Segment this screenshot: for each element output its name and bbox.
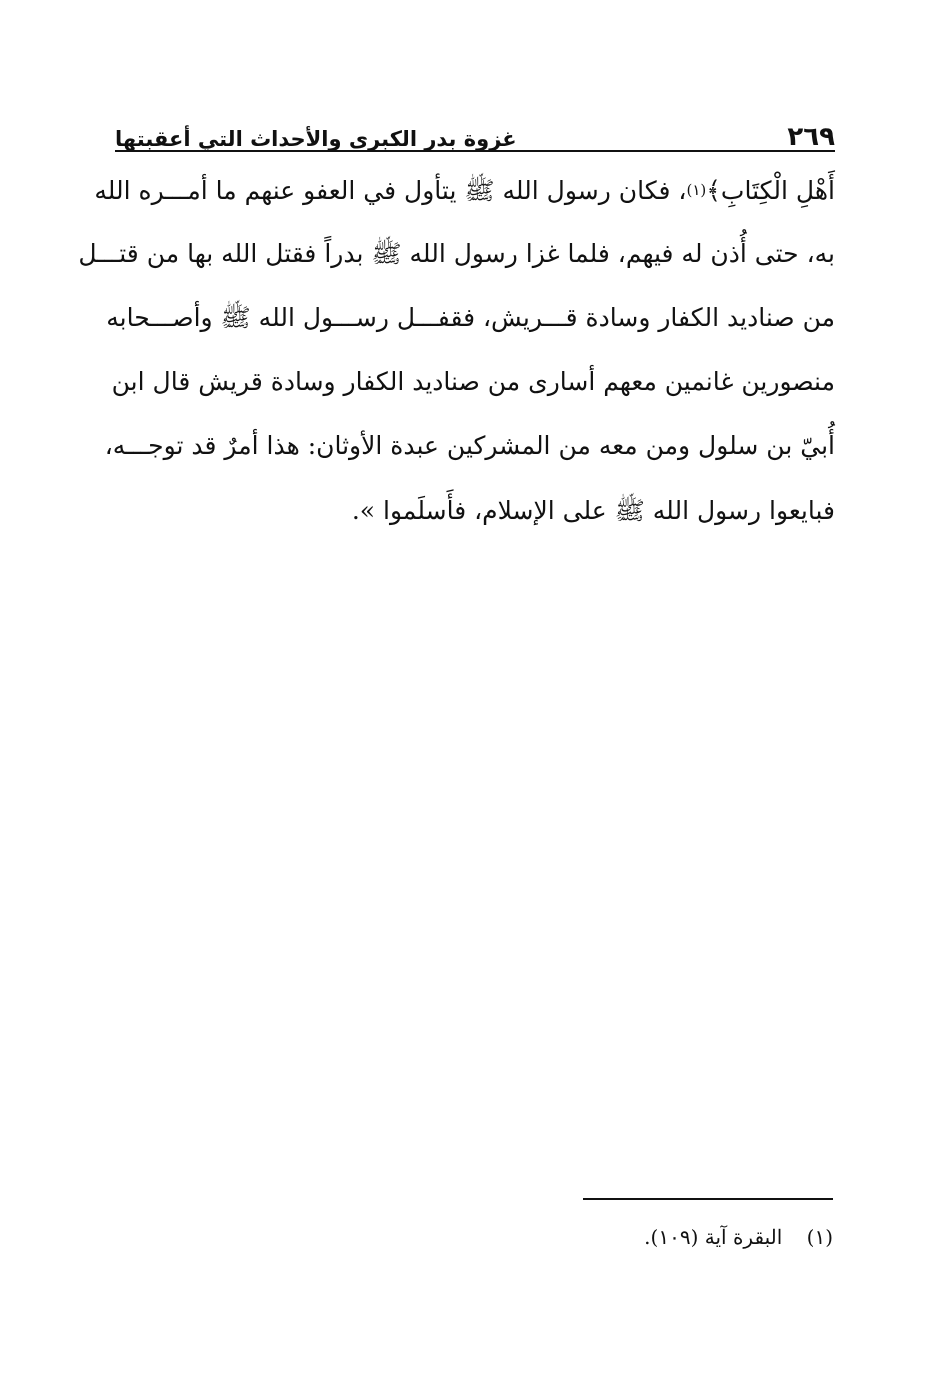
page-number: ٢٦٩ xyxy=(787,122,835,152)
body-line-4: منصورين غانمين معهم أسارى من صناديد الكفار وسادة قريش قال ابن xyxy=(111,367,835,396)
body-line-1-rest: ، فكان رسول الله ﷺ يتأول في العفو عنهم ما أمـــره الله xyxy=(94,175,687,205)
body-line-3: من صناديد الكفار وسادة قـــريش، فقفـــل رســـول الله ﷺ وأصـــحابه xyxy=(106,303,835,332)
footnote-number: (١) xyxy=(806,1225,833,1249)
body-line-2: به، حتى أُذن له فيهم، فلما غزا رسول الله ﷺ بدراً فقتل الله بها من قتـــل xyxy=(78,239,835,268)
body-line-1 xyxy=(94,158,835,222)
header-rule xyxy=(115,150,835,152)
footnote-ref: (١) xyxy=(686,180,707,199)
quran-quote: أَهْلِ الْكِتَابِ﴾ xyxy=(706,175,835,205)
footnote xyxy=(500,1225,833,1249)
footnote-rule xyxy=(583,1198,833,1200)
running-title: غزوة بدر الكبرى والأحداث التي أعقبتها xyxy=(115,127,517,151)
page-header xyxy=(115,110,835,150)
body-text xyxy=(78,158,835,542)
footnote-text: البقرة آية (١٠٩). xyxy=(644,1225,783,1249)
body-line-6: فبايعوا رسول الله ﷺ على الإسلام، فأَسلَموا ». xyxy=(351,495,835,525)
body-line-5: أُبيّ بن سلول ومن معه من المشركين عبدة الأوثان: هذا أمرٌ قد توجـــه، xyxy=(104,431,835,460)
